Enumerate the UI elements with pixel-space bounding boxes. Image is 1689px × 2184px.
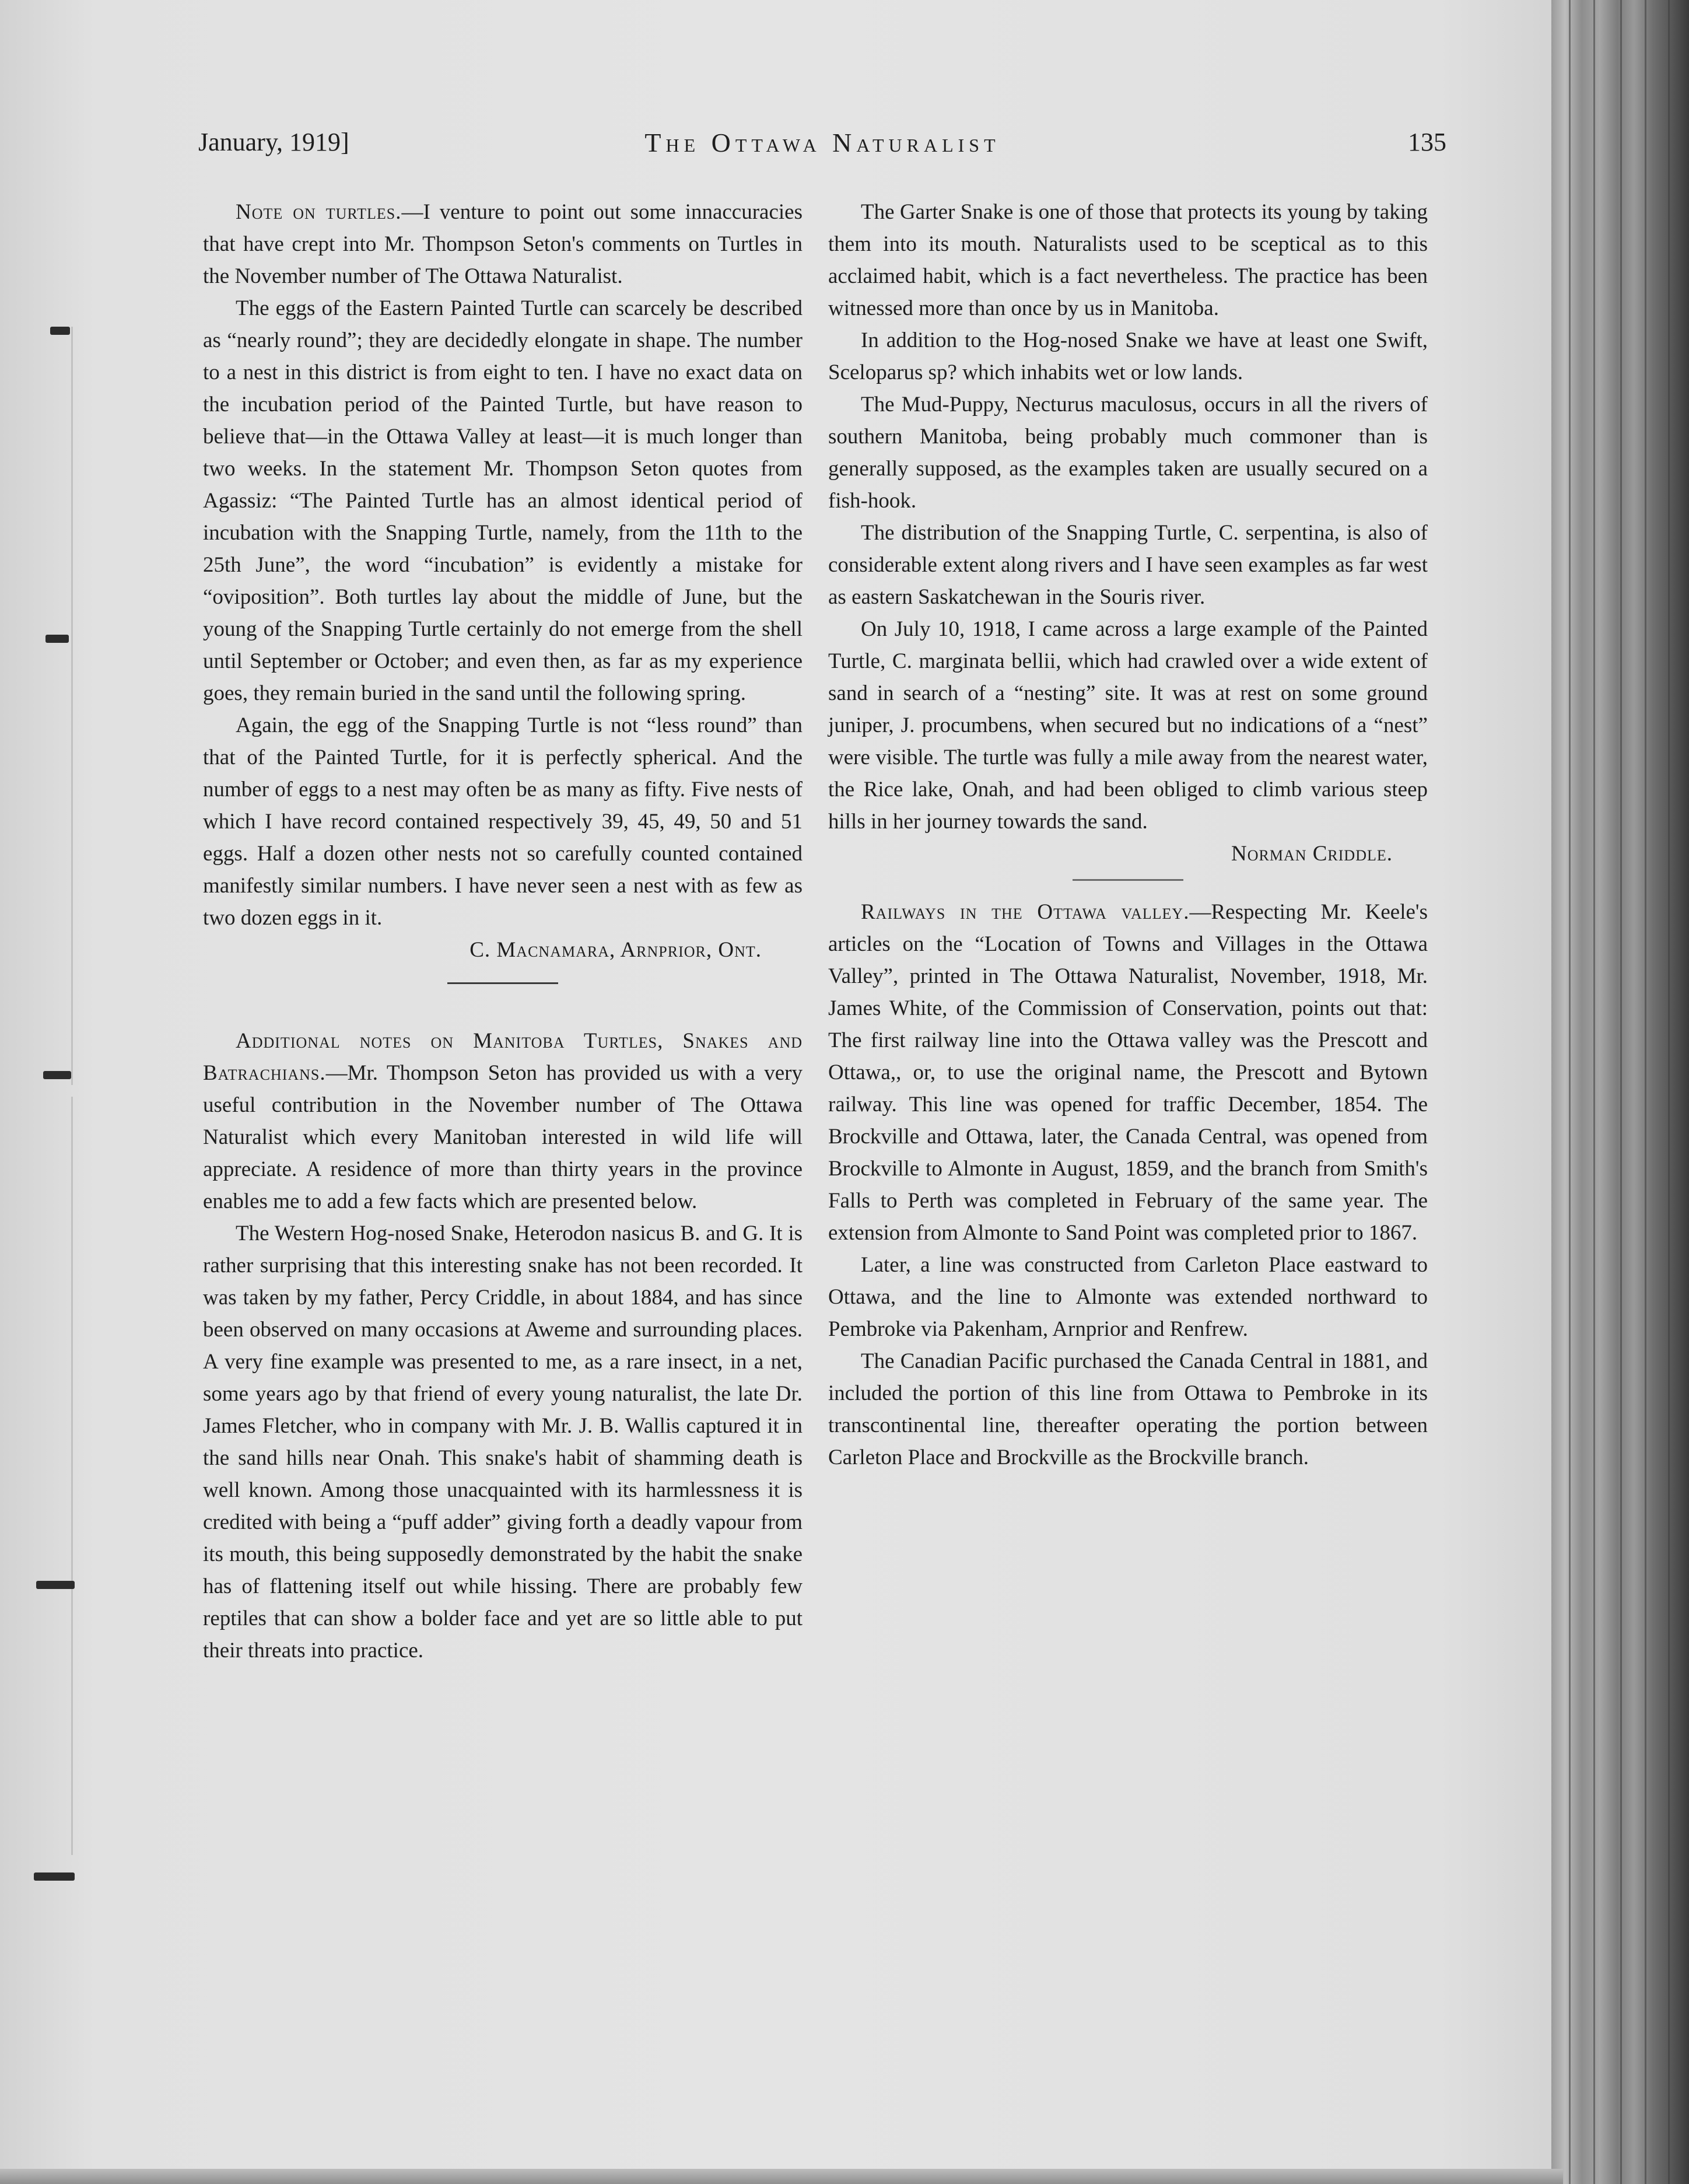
binding-tack-mark <box>43 1071 71 1079</box>
author-signature: Norman Criddle. <box>1231 842 1393 866</box>
section-heading: Railways in the Ottawa valley. <box>861 900 1190 924</box>
binding-shadow <box>71 327 73 1085</box>
paragraph: The Mud-Puppy, Necturus maculosus, occurs in all the rivers of southern Manitoba, being probably much commoner than is generally supposed, as the examples taken are usually secured on a fish-hook. <box>828 393 1428 513</box>
paragraph: The eggs of the Eastern Painted Turtle can scarcely be described as “nearly round”; they are decidedly elongate in shape. The number to a nest in this district is from eight to ten. I have no exact data on the incubation period of the Painted Turtle, but have reason to believe that—in the Ottawa Valley at least—it is much longer than two weeks. In the statement Mr. Thompson Seton quotes from Agassiz: “The Painted Turtle has an almost identical period of incubation with the Snapping Turtle, namely, from the 11th to the 25th June”, the word “incubation” is evidently a mistake for “oviposition”. Both turtles lay about the middle of June, but the young of the Snapping Turtle certainly do not emerge from the shell until September or October; and even then, as far as my experience goes, they remain buried in the sand until the following spring. <box>203 296 803 705</box>
paragraph-text: —Respecting Mr. Keele's articles on the “Location of Towns and Villages in the Ottawa Valley”, printed in The Ottawa Naturalist, November, 1918, Mr. James White, of the Commission of Conservation, points out that: The first railway line into the Ottawa valley was the Prescott and Ottawa,, or, to use the original name, the Prescott and Bytown railway. This line was opened for traffic December, 1854. The Brockville and Ottawa, later, the Canada Central, was opened from Brockville to Almonte in August, 1859, and the branch from Smith's Falls to Perth was completed in February of the same year. The extension from Almonte to Sand Point was completed prior to 1867. <box>828 900 1428 1245</box>
paragraph: The Western Hog-nosed Snake, Heterodon nasicus B. and G. It is rather surprising that this interesting snake has not been recorded. It was taken by my father, Percy Criddle, in about 1884, and has since been observed on many occasions at Aweme and surrounding places. A very fine example was presented to me, as a rare insect, in a net, some years ago by that friend of every young naturalist, the late Dr. James Fletcher, who in company with Mr. J. B. Wallis captured it in the sand hills near Onah. This snake's habit of shamming death is well known. Among those unacquainted with its harmlessness it is credited with being a “puff adder” giving forth a deadly vapour from its mouth, this being supposedly demonstrated by the habit the snake has of flattening itself out while hissing. There are probably few reptiles that can show a bolder face and yet are so little able to put their threats into practice. <box>203 1222 803 1662</box>
page-number: 135 <box>1408 128 1446 156</box>
book-spine <box>1551 0 1689 2184</box>
section-divider <box>1073 879 1183 881</box>
paragraph-text: —I venture to point out some innaccuracies that have crept into Mr. Thompson Seton's comments on Turtles in the November number of The Ottawa Naturalist. <box>203 200 803 288</box>
binding-tack-mark <box>50 327 70 335</box>
note-manitoba-intro <box>203 1025 803 1217</box>
note-turtles-intro <box>203 196 803 292</box>
binding-tack-mark <box>36 1581 75 1589</box>
paragraph: Later, a line was constructed from Carleton Place eastward to Ottawa, and the line to Almonte was extended northward to Pembroke via Pakenham, Arnprior and Renfrew. <box>828 1253 1428 1341</box>
left-column <box>203 196 803 1667</box>
paragraph: In addition to the Hog-nosed Snake we have at least one Swift, Sceloparus sp? which inhabits wet or low lands. <box>828 328 1428 384</box>
right-column <box>828 196 1428 1474</box>
paragraph: The distribution of the Snapping Turtle, C. serpentina, is also of considerable extent along rivers and I have seen examples as far west as eastern Saskatchewan in the Souris river. <box>828 521 1428 609</box>
binding-tack-mark <box>34 1873 75 1881</box>
journal-title: The Ottawa Naturalist <box>644 128 1000 158</box>
running-head <box>198 127 1446 174</box>
paragraph: The Canadian Pacific purchased the Canada Central in 1881, and included the portion of this line from Ottawa to Pembroke in its transcontinental line, thereafter operating the portion between Carleton Place and Brockville as the Brockville branch. <box>828 1349 1428 1469</box>
page-bottom-edge <box>0 2169 1563 2184</box>
section-heading: Additional notes on Manitoba Turtles, Snakes and Batrachians. <box>203 1029 803 1085</box>
issue-date: January, 1919] <box>198 128 349 156</box>
binding-tack-mark <box>45 635 69 643</box>
paragraph-text: —Mr. Thompson Seton has provided us with a very useful contribution in the November number of The Ottawa Naturalist which every Manitoban interested in wild life will appreciate. A residence of more than thirty years in the province enables me to add a few facts which are presented below. <box>203 1061 803 1213</box>
paragraph: Again, the egg of the Snapping Turtle is not “less round” than that of the Painted Turtle, for it is perfectly spherical. And the number of eggs to a nest may often be as many as fifty. Five nests of which I have record contained respectively 39, 45, 49, 50 and 51 eggs. Half a dozen other nests not so carefully counted contained manifestly similar numbers. I have never seen a nest with as few as two dozen eggs in it. <box>203 713 803 930</box>
author-signature: C. Macnamara, Arnprior, Ont. <box>469 938 762 962</box>
section-heading: Note on turtles. <box>236 200 402 224</box>
section-divider <box>447 982 558 984</box>
binding-shadow <box>71 1097 73 1855</box>
paragraph: On July 10, 1918, I came across a large example of the Painted Turtle, C. marginata bellii, which had crawled over a wide extent of sand in search of a “nesting” site. It was at rest on some ground juniper, J. procumbens, when secured but no indications of a “nest” were visible. The turtle was fully a mile away from the nearest water, the Rice lake, Onah, and had been obliged to climb various steep hills in her journey towards the sand. <box>828 617 1428 834</box>
paragraph: The Garter Snake is one of those that protects its young by taking them into its mouth. Naturalists used to be sceptical as to this acclaimed habit, which is a fact nevertheless. The practice has been witnessed more than once by us in Manitoba. <box>828 200 1428 320</box>
note-railways-intro <box>828 896 1428 1249</box>
